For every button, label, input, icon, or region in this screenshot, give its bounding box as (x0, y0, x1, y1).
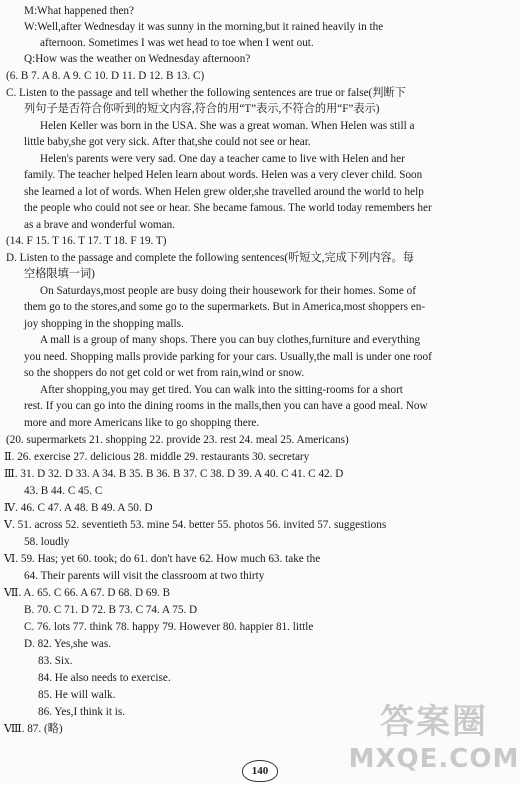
answers-section-7-d: D. 82. Yes,she was. (24, 638, 112, 650)
passage-line: Helen's parents were very sad. One day a teacher came to live with Helen and her (40, 153, 405, 165)
section-d-instruction-cn: 空格限填一词) (24, 268, 95, 280)
passage-line: rest. If you can go into the dining rooms in the malls,then you can have a good meal. Now (24, 400, 428, 412)
dialogue-line-w-cont: afternoon. Sometimes I was wet head to toe when I went out. (40, 37, 314, 49)
section-d-instruction: D. Listen to the passage and complete the following sentences(听短文,完成下列内容。每 (6, 252, 414, 264)
passage-line: them go to the stores,and some go to the supermarkets. But in America,most shoppers en- (24, 301, 426, 313)
dialogue-line-w: W:Well,after Wednesday it was sunny in the morning,but it rained heavily in the (24, 21, 384, 33)
passage-line: A mall is a group of many shops. There you can buy clothes,furniture and everything (40, 334, 421, 346)
answer-86: 86. Yes,I think it is. (38, 706, 126, 718)
passage-line: you need. Shopping malls provide parking for your cars. Usually,the mall is under one roof (24, 351, 432, 363)
page-number: 140 (242, 760, 278, 782)
answers-section-6: Ⅵ. 59. Has; yet 60. took; do 61. don't have 62. How much 63. take the (4, 553, 321, 565)
answers-section-8: Ⅷ. 87. (略) (4, 723, 63, 735)
watermark-bottom: MXQE.COM (348, 744, 520, 774)
answers-6-13: (6. B 7. A 8. A 9. C 10. D 11. D 12. B 13. C) (6, 70, 205, 82)
answer-84: 84. He also needs to exercise. (38, 672, 171, 684)
watermark-top: 答案圈 (380, 702, 488, 742)
answer-83: 83. Six. (38, 655, 73, 667)
answers-section-3: Ⅲ. 31. D 32. D 33. A 34. B 35. B 36. B 37. C 38. D 39. A 40. C 41. C 42. D (4, 468, 344, 480)
answers-section-6-cont: 64. Their parents will visit the classroom at two thirty (24, 570, 265, 582)
answer-85: 85. He will walk. (38, 689, 116, 701)
passage-line: family. The teacher helped Helen learn about words. Helen was a very clever child. Soon (24, 169, 423, 181)
watermark-logo (348, 700, 520, 785)
answers-section-3-cont: 43. B 44. C 45. C (24, 485, 103, 497)
passage-line: little baby,she got very sick. After that,she could not see or hear. (24, 136, 311, 148)
passage-line: so the shoppers do not get cold or wet from rain,wind or snow. (24, 367, 305, 379)
answers-section-7-a: Ⅶ. A. 65. C 66. A 67. D 68. D 69. B (4, 587, 171, 599)
dialogue-line-m: M:What happened then? (24, 5, 134, 17)
answers-section-7-b: B. 70. C 71. D 72. B 73. C 74. A 75. D (24, 604, 198, 616)
answers-section-7-c: C. 76. lots 77. think 78. happy 79. However 80. happier 81. little (24, 621, 314, 633)
answers-section-5-cont: 58. loudly (24, 536, 70, 548)
passage-line: Helen Keller was born in the USA. She was a great woman. When Helen was still a (40, 120, 415, 132)
dialogue-line-q: Q:How was the weather on Wednesday afternoon? (24, 53, 251, 65)
passage-line: joy shopping in the shopping malls. (24, 318, 184, 330)
section-c-instruction-cn: 列句子是否符合你听到的短文内容,符合的用“T”表示,不符合的用“F”表示) (24, 103, 380, 115)
answers-20-25: (20. supermarkets 21. shopping 22. provide 23. rest 24. meal 25. Americans) (6, 434, 349, 446)
answers-14-19: (14. F 15. T 16. T 17. T 18. F 19. T) (6, 235, 167, 247)
passage-line: On Saturdays,most people are busy doing their housework for their homes. Some of (40, 285, 416, 297)
answers-section-5: Ⅴ. 51. across 52. seventieth 53. mine 54. better 55. photos 56. invited 57. suggestions (4, 519, 387, 531)
answers-section-4: Ⅳ. 46. C 47. A 48. B 49. A 50. D (4, 502, 153, 514)
passage-line: more and more Americans like to go shopping there. (24, 417, 260, 429)
section-c-instruction: C. Listen to the passage and tell whether the following sentences are true or false(判断下 (6, 87, 406, 99)
passage-line: the people who could not see or hear. She became famous. The world today remembers her (24, 202, 432, 214)
passage-line: After shopping,you may get tired. You can walk into the sitting-rooms for a short (40, 384, 403, 396)
passage-line: she learned a lot of words. When Helen grew older,she travelled around the world to help (24, 186, 424, 198)
answers-section-2: Ⅱ. 26. exercise 27. delicious 28. middle 29. restaurants 30. secretary (4, 451, 310, 463)
passage-line: as a brave and wonderful woman. (24, 219, 175, 231)
